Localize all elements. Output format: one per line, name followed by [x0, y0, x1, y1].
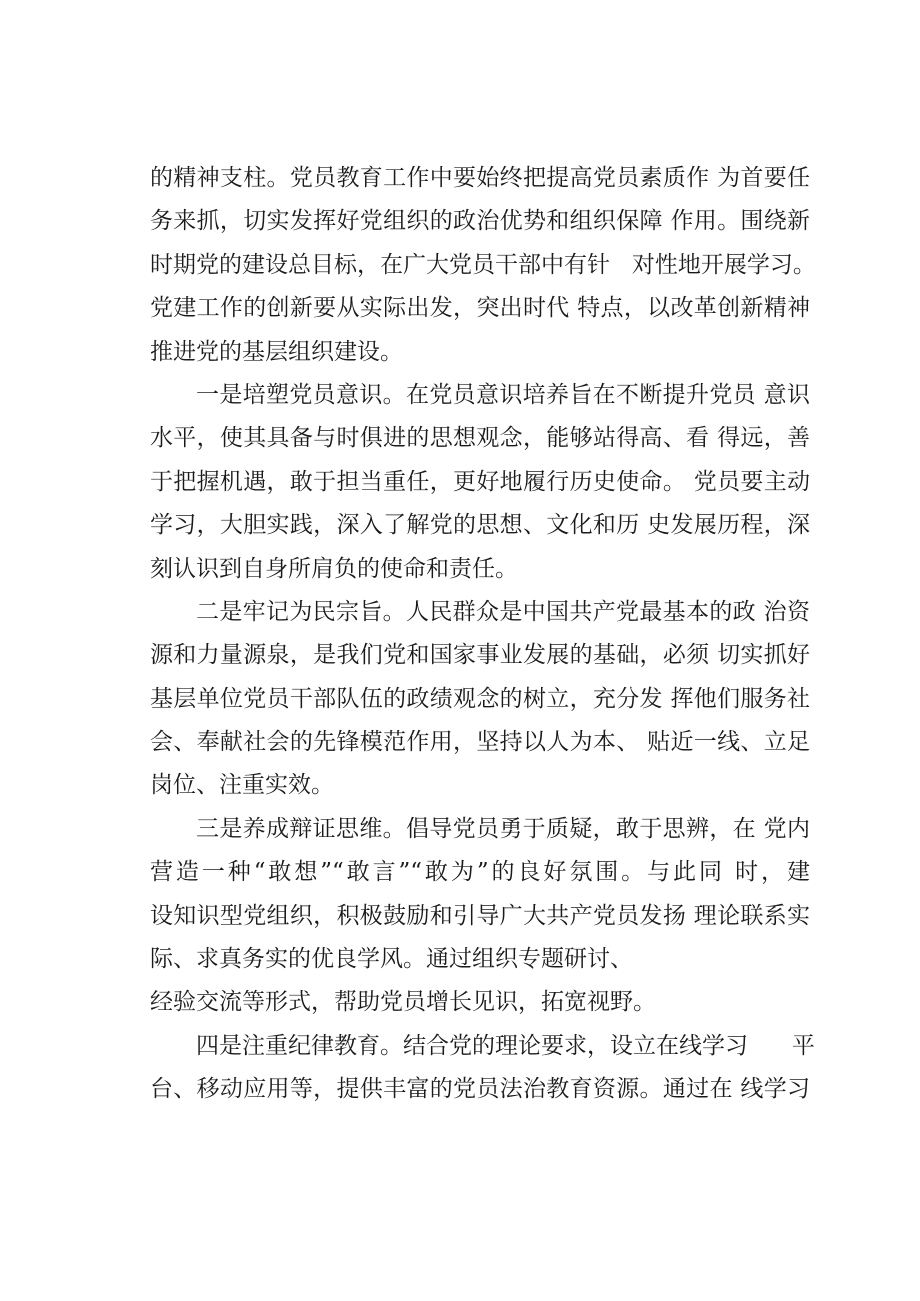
text-line: 营造一种“敢想”“敢言”“敢为”的良好氛围。与此同 时，建 [150, 859, 810, 886]
text-line: 经验交流等形式，帮助党员增长见识，拓宽视野。 [150, 989, 656, 1016]
text-line: 于把握机遇，敢于担当重任，更好地履行历史使命。 党员要主动 [150, 468, 810, 495]
text-line: 学习，大胆实践，深入了解党的思想、文化和历 史发展历程，深 [150, 512, 810, 539]
text-line: 一是培塑党员意识。在党员意识培养旨在不断提升党员 意识 [196, 381, 810, 408]
text-line: 水平，使其具备与时俱进的思想观念，能够站得高、看 得远，善 [150, 425, 810, 452]
text-line: 党建工作的创新要从实际出发，突出时代 特点，以改革创新精神 [150, 295, 810, 322]
text-line: 设知识型党组织，积极鼓励和引导广大共产党员发扬 理论联系实 [150, 902, 810, 929]
text-line: 基层单位党员干部队伍的政绩观念的树立，充分发 挥他们服务社 [150, 685, 810, 712]
body-text [150, 157, 816, 1112]
text-line: 四是注重纪律教育。结合党的理论要求，设立在线学习 平 [196, 1032, 815, 1059]
text-line: 岗位、注重实效。 [150, 772, 334, 799]
text-line: 的精神支柱。党员教育工作中要始终把提高党员素质作 为首要任 [150, 165, 810, 191]
text-line: 台、移动应用等，提供丰富的党员法治教育资源。通过在 线学习 [150, 1076, 810, 1103]
text-line: 三是养成辩证思维。倡导党员勇于质疑，敢于思辨，在 党内 [196, 815, 810, 842]
text-line: 刻认识到自身所肩负的使命和责任。 [150, 555, 518, 582]
text-line: 际、求真务实的优良学风。通过组织专题研讨、 [150, 946, 633, 973]
text-line: 二是牢记为民宗旨。人民群众是中国共产党最基本的政 治资 [196, 598, 810, 625]
text-line: 会、奉献社会的先锋模范作用，坚持以人为本、 贴近一线、立足 [150, 729, 810, 756]
text-line: 时期党的建设总目标，在广大党员干部中有针 对性地开展学习。 [150, 251, 816, 278]
text-line: 源和力量源泉，是我们党和国家事业发展的基础，必须 切实抓好 [150, 642, 810, 669]
text-line: 务来抓，切实发挥好党组织的政治优势和组织保障 作用。围绕新 [150, 208, 810, 235]
text-line: 推进党的基层组织建设。 [150, 338, 403, 365]
